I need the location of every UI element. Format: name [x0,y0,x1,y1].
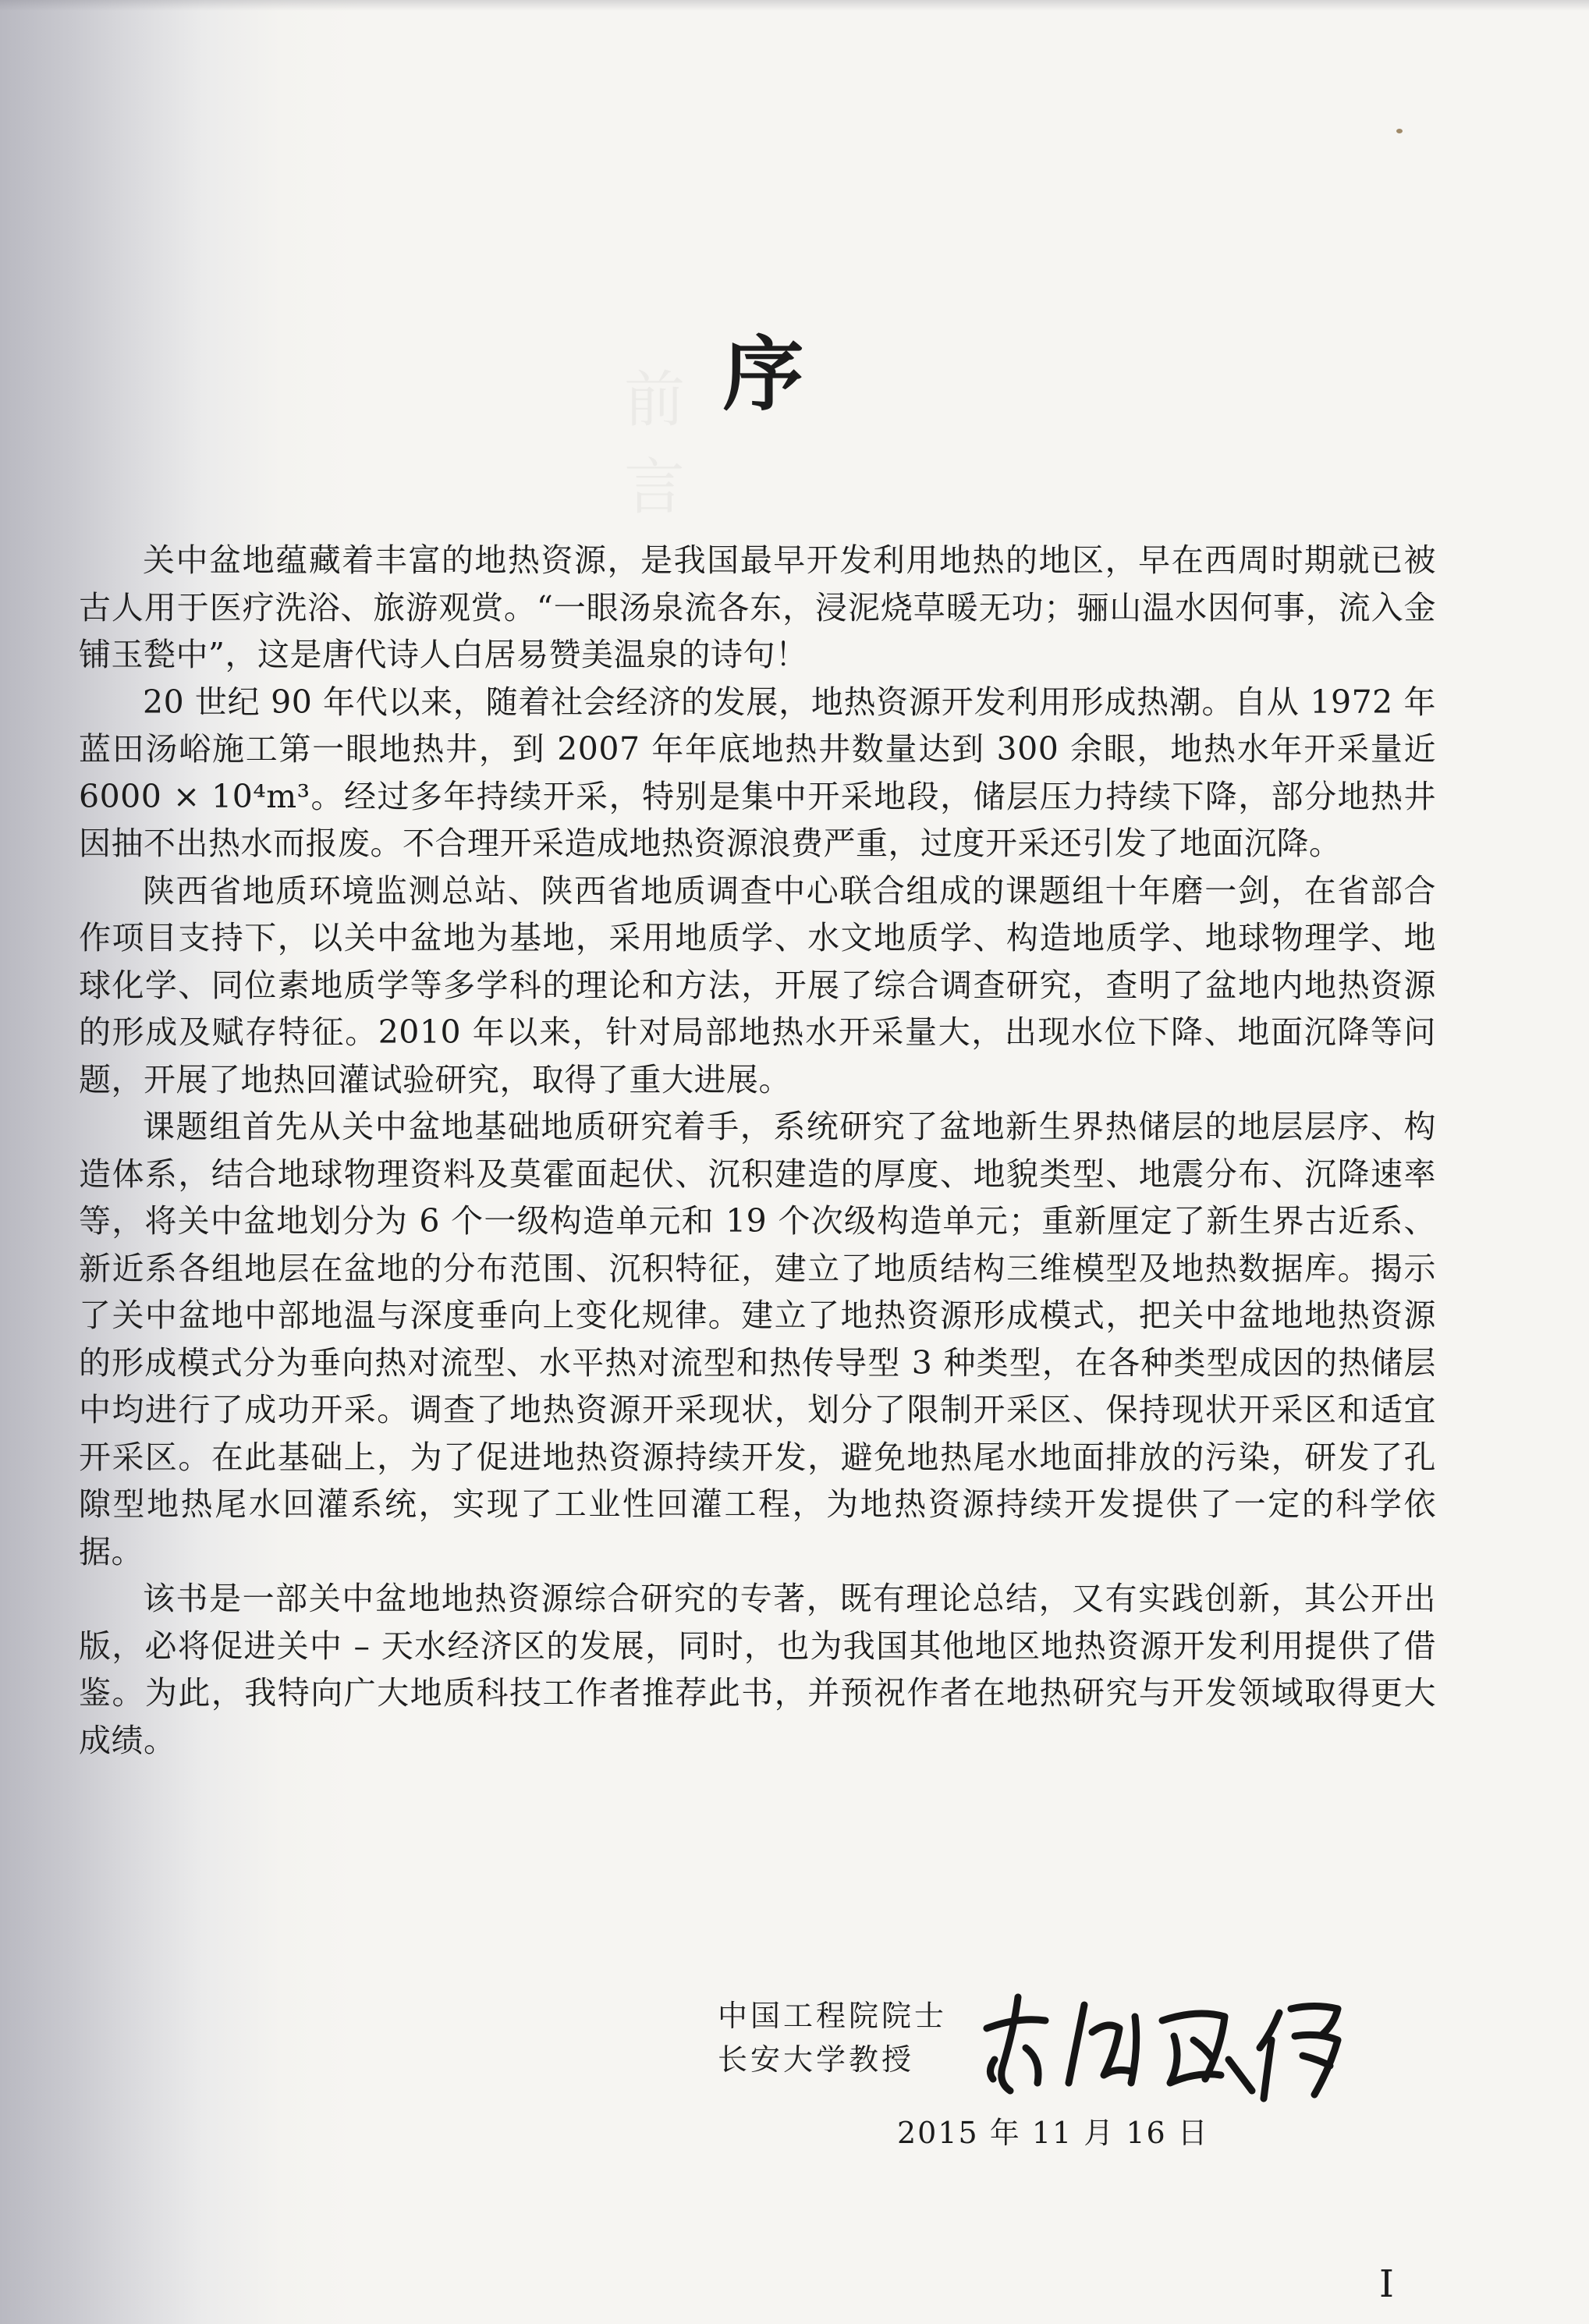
handwritten-signature [971,1974,1361,2114]
paragraph-2: 20 世纪 90 年代以来，随着社会经济的发展，地热资源开发利用形成热潮。自从 1972 年蓝田汤峪施工第一眼地热井，到 2007 年年底地热井数量达到 300 余眼，地热水年开采量近 6000 × 10⁴m³。经过多年持续开采，特别是集中开采地段，储层压力持续下降，部分地热井因抽不出热水而报废。不合理开采造成地热资源浪费严重，过度开采还引发了地面沉降。 [79,683,1436,862]
paragraph-1: 关中盆地蕴藏着丰富的地热资源，是我国最早开发利用地热的地区，早在西周时期就已被古人用于医疗洗浴、旅游观赏。“一眼汤泉流各东，浸泥烧草暖无功；骊山温水因何事，流入金铺玉甃中”，这是唐代诗人白居易赞美温泉的诗句！ [79,541,1436,673]
preface-body [79,537,1436,1764]
author-credentials [718,1994,952,2081]
author-title-academician: 中国工程院院士 [718,1999,948,2033]
paragraph-3: 陕西省地质环境监测总站、陕西省地质调查中心联合组成的课题组十年磨一剑，在省部合作项目支持下，以关中盆地为基地，采用地质学、水文地质学、构造地质学、地球物理学、地球化学、同位素地质学等多学科的理论和方法，开展了综合调查研究，查明了盆地内地热资源的形成及赋存特征。2010 年以来，针对局部地热水开采量大，出现水位下降、地面沉降等问题，开展了地热回灌试验研究，取得了重大进展。 [79,871,1436,1098]
bleed-through-text: 前言 [624,365,701,523]
paragraph-4: 课题组首先从关中盆地基础地质研究着手，系统研究了盆地新生界热储层的地层层序、构造体系，结合地球物理资料及莫霍面起伏、沉积建造的厚度、地貌类型、地震分布、沉降速率等，将关中盆地划分为 6 个一级构造单元和 19 个次级构造单元；重新厘定了新生界古近系、新近系各组地层在盆地的分布范围、沉积特征，建立了地质结构三维模型及地热数据库。揭示了关中盆地中部地温与深度垂向上变化规律。建立了地热资源形成模式，把关中盆地地热资源的形成模式分为垂向热对流型、水平热对流型和热传导型 3 种类型，在各种类型成因的热储层中均进行了成功开采。调查了地热资源开采现状，划分了限制开采区、保持现状开采区和适宜开采区。在此基础上，为了促进地热资源持续开发，避免地热尾水地面排放的污染，研发了孔隙型地热尾水回灌系统，实现了工业性回灌工程，为地热资源持续开发提供了一定的科学依据。 [79,1108,1436,1570]
page-title: 序 [722,326,804,422]
author-title-professor: 长安大学教授 [718,2042,915,2077]
signing-date: 2015 年 11 月 16 日 [897,2116,1209,2150]
page-number: I [1379,2262,1394,2306]
paragraph-5: 该书是一部关中盆地地热资源综合研究的专著，既有理论总结，又有实践创新，其公开出版，必将促进关中 – 天水经济区的发展，同时，也为我国其他地区地热资源开发利用提供了借鉴。为此，我特向广大地质科技工作者推荐此书，并预祝作者在地热研究与开发领域取得更大成绩。 [79,1580,1436,1759]
